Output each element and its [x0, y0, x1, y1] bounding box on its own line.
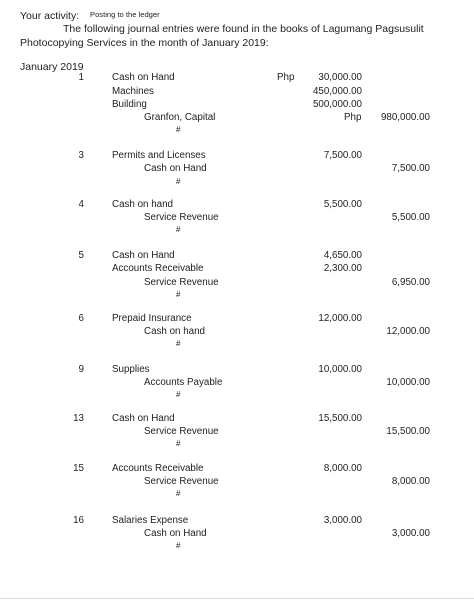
debit-account: Machines [112, 86, 154, 97]
posting-reference-mark: # [176, 339, 181, 348]
posting-reference-mark: # [176, 390, 181, 399]
posting-reference-mark: # [176, 290, 181, 299]
debit-amount: 12,000.00 [318, 313, 362, 324]
credit-amount: 7,500.00 [391, 163, 430, 174]
debit-amount: 500,000.00 [312, 99, 362, 110]
entry-day: 3 [78, 150, 84, 161]
debit-account: Building [112, 99, 147, 110]
debit-account: Prepaid Insurance [112, 313, 192, 324]
debit-amount: 2,300.00 [323, 263, 362, 274]
entry-day: 15 [73, 463, 84, 474]
credit-account: Granfon, Capital [144, 112, 216, 123]
debit-account: Permits and Licenses [112, 150, 206, 161]
debit-amount: 15,500.00 [318, 413, 362, 424]
debit-amount: 30,000.00 [318, 72, 362, 83]
posting-reference-mark: # [176, 125, 181, 134]
credit-amount: 15,500.00 [386, 426, 430, 437]
month-label: January 2019 [20, 61, 84, 73]
credit-amount: 980,000.00 [380, 112, 430, 123]
currency-label: Php [344, 112, 362, 123]
credit-amount: 3,000.00 [391, 528, 430, 539]
credit-account: Service Revenue [144, 212, 219, 223]
debit-amount: 4,650.00 [323, 250, 362, 261]
debit-account: Cash on hand [112, 199, 174, 210]
entry-day: 1 [78, 72, 84, 83]
activity-title: Posting to the ledger [90, 10, 160, 19]
credit-amount: 12,000.00 [386, 326, 430, 337]
credit-account: Cash on Hand [144, 163, 207, 174]
credit-amount: 8,000.00 [391, 476, 430, 487]
entry-day: 5 [78, 250, 84, 261]
credit-account: Cash on hand [144, 326, 206, 337]
entry-day: 4 [78, 199, 84, 210]
entry-day: 13 [73, 413, 84, 424]
credit-account: Accounts Payable [144, 377, 223, 388]
debit-amount: 10,000.00 [318, 364, 362, 375]
debit-amount: 7,500.00 [323, 150, 362, 161]
posting-reference-mark: # [176, 225, 181, 234]
credit-amount: 6,950.00 [391, 277, 430, 288]
intro-line-2: Photocopying Services in the month of January 2019: [20, 37, 269, 49]
debit-account: Cash on Hand [112, 72, 175, 83]
credit-account: Service Revenue [144, 277, 219, 288]
entry-day: 6 [78, 313, 84, 324]
debit-account: Cash on Hand [112, 250, 175, 261]
credit-account: Cash on Hand [144, 528, 207, 539]
credit-amount: 5,500.00 [391, 212, 430, 223]
posting-reference-mark: # [176, 439, 181, 448]
debit-amount: 8,000.00 [323, 463, 362, 474]
debit-account: Accounts Receivable [112, 463, 204, 474]
debit-amount: 5,500.00 [323, 199, 362, 210]
credit-account: Service Revenue [144, 426, 219, 437]
currency-label: Php [277, 72, 295, 83]
debit-account: Cash on Hand [112, 413, 175, 424]
debit-amount: 450,000.00 [312, 86, 362, 97]
posting-reference-mark: # [176, 489, 181, 498]
intro-line-1: The following journal entries were found in the books of Lagumang Pagsusulit [63, 23, 424, 35]
entry-day: 16 [73, 515, 84, 526]
debit-amount: 3,000.00 [323, 515, 362, 526]
activity-label: Your activity: [20, 10, 80, 22]
entry-day: 9 [78, 364, 84, 375]
debit-account: Supplies [112, 364, 150, 375]
posting-reference-mark: # [176, 541, 181, 550]
page-divider [0, 598, 474, 599]
debit-account: Salaries Expense [112, 515, 189, 526]
credit-account: Service Revenue [144, 476, 219, 487]
debit-account: Accounts Receivable [112, 263, 204, 274]
posting-reference-mark: # [176, 177, 181, 186]
credit-amount: 10,000.00 [386, 377, 430, 388]
